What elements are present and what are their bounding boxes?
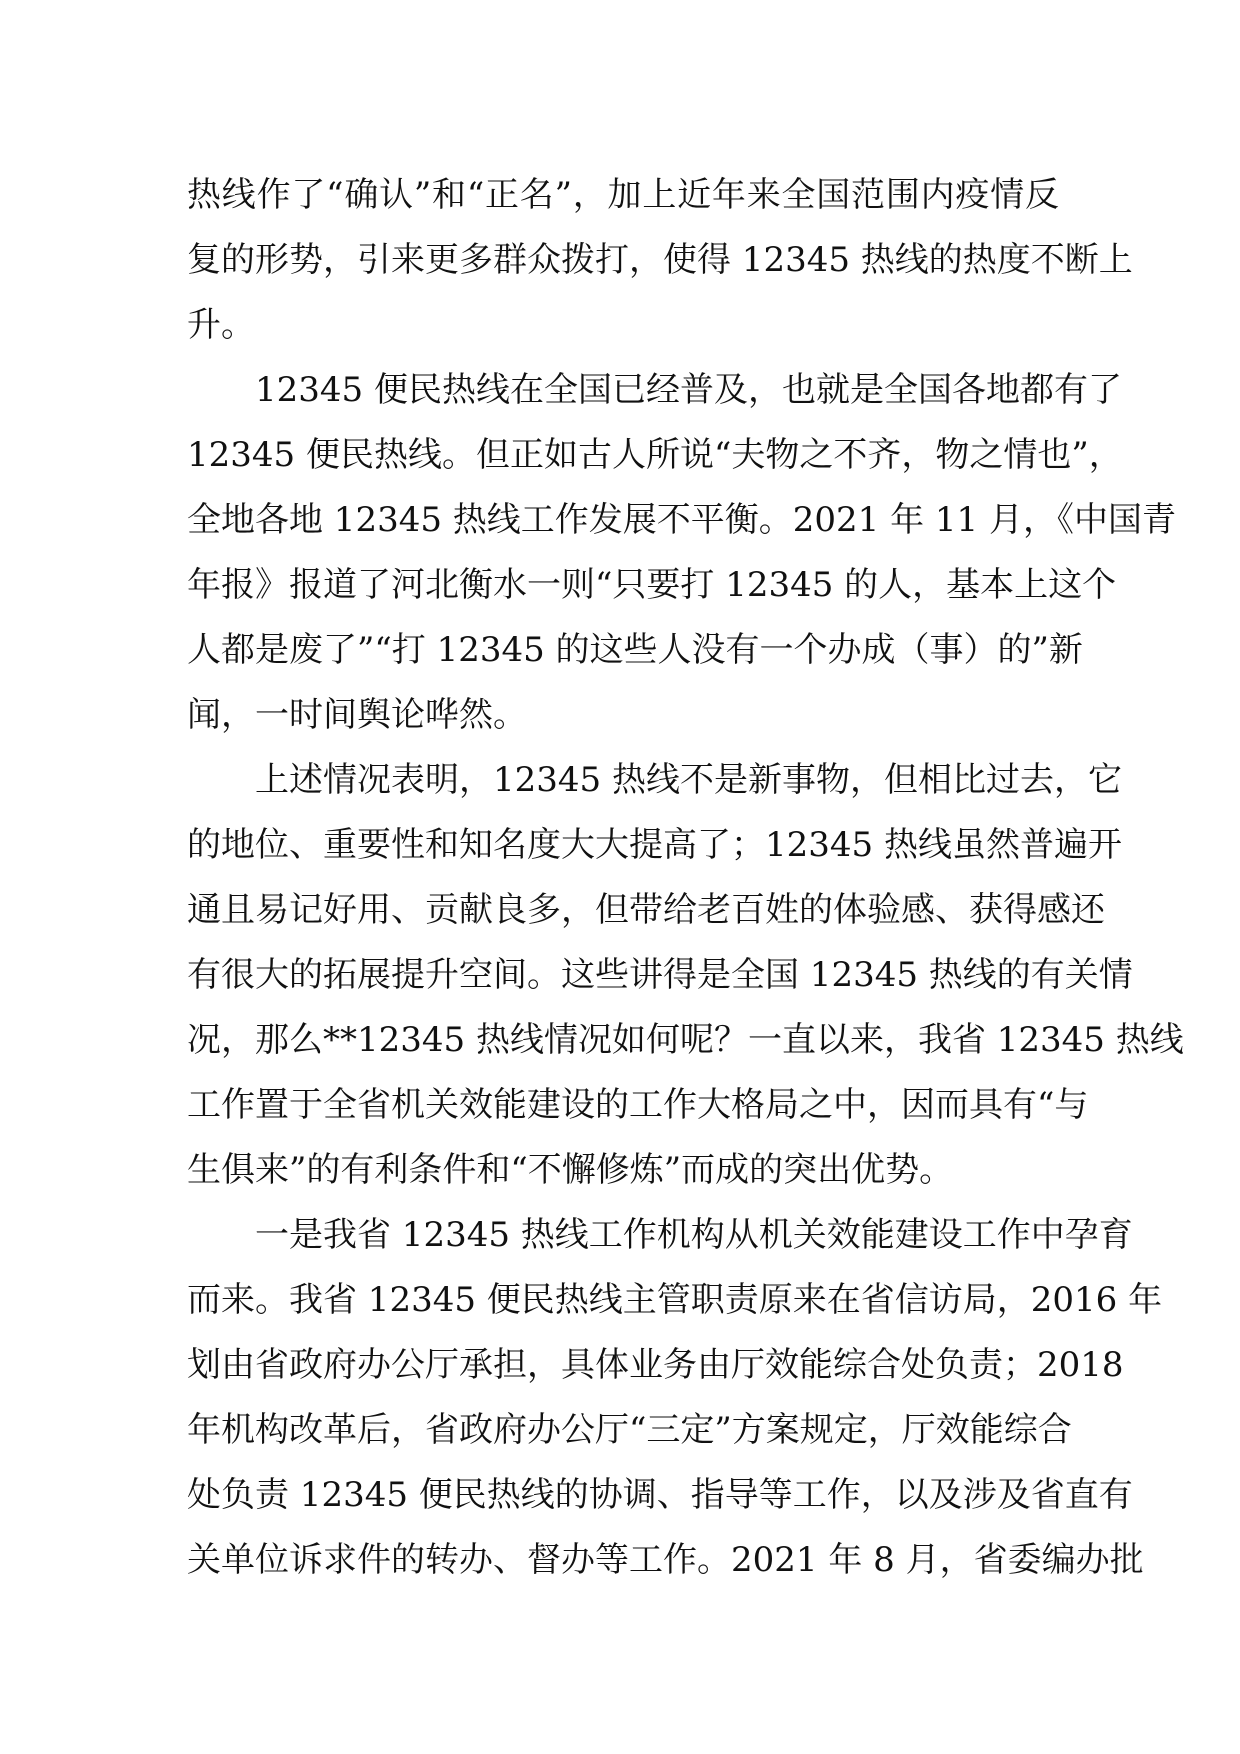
paragraph: [187, 358, 1176, 748]
text-line: 闻，一时间舆论哗然。: [187, 695, 527, 735]
text-line: 人都是废了”“打 12345 的这些人没有一个办成（事）的”新: [187, 630, 1083, 670]
text-line: 划由省政府办公厅承担，具体业务由厅效能综合处负责；2018: [187, 1345, 1124, 1385]
paragraph: [187, 1203, 1163, 1593]
text-line: 工作置于全省机关效能建设的工作大格局之中，因而具有“与: [187, 1085, 1089, 1125]
text-line: 12345 便民热线。但正如古人所说“夫物之不齐，物之情也”，: [187, 435, 1123, 475]
text-line: 全地各地 12345 热线工作发展不平衡。2021 年 11 月，《中国青: [187, 500, 1176, 540]
text-line: 生俱来”的有利条件和“不懈修炼”而成的突出优势。: [187, 1150, 954, 1190]
paragraph: [187, 163, 1133, 358]
text-line: 一是我省 12345 热线工作机构从机关效能建设工作中孕育: [255, 1215, 1133, 1255]
text-line: 年报》报道了河北衡水一则“只要打 12345 的人，基本上这个: [187, 565, 1117, 605]
text-line: 热线作了“确认”和“正名”，加上近年来全国范围内疫情反: [187, 175, 1059, 215]
body-text: [187, 163, 1184, 1593]
text-line: 而来。我省 12345 便民热线主管职责原来在省信访局，2016 年: [187, 1280, 1163, 1320]
text-line: 复的形势，引来更多群众拨打，使得 12345 热线的热度不断上: [187, 240, 1133, 280]
text-line: 升。: [187, 305, 255, 345]
text-line: 关单位诉求件的转办、督办等工作。2021 年 8 月，省委编办批: [187, 1540, 1144, 1580]
text-line: 上述情况表明，12345 热线不是新事物，但相比过去，它: [255, 760, 1122, 800]
paragraph: [187, 748, 1184, 1203]
text-line: 12345 便民热线在全国已经普及，也就是全国各地都有了: [255, 370, 1122, 410]
text-line: 的地位、重要性和知名度大大提高了；12345 热线虽然普遍开: [187, 825, 1122, 865]
text-line: 处负责 12345 便民热线的协调、指导等工作，以及涉及省直有: [187, 1475, 1133, 1515]
text-line: 况，那么**12345 热线情况如何呢？一直以来，我省 12345 热线: [187, 1020, 1184, 1060]
text-line: 通且易记好用、贡献良多，但带给老百姓的体验感、获得感还: [187, 890, 1105, 930]
text-line: 年机构改革后，省政府办公厅“三定”方案规定，厅效能综合: [187, 1410, 1072, 1450]
text-line: 有很大的拓展提升空间。这些讲得是全国 12345 热线的有关情: [187, 955, 1133, 995]
